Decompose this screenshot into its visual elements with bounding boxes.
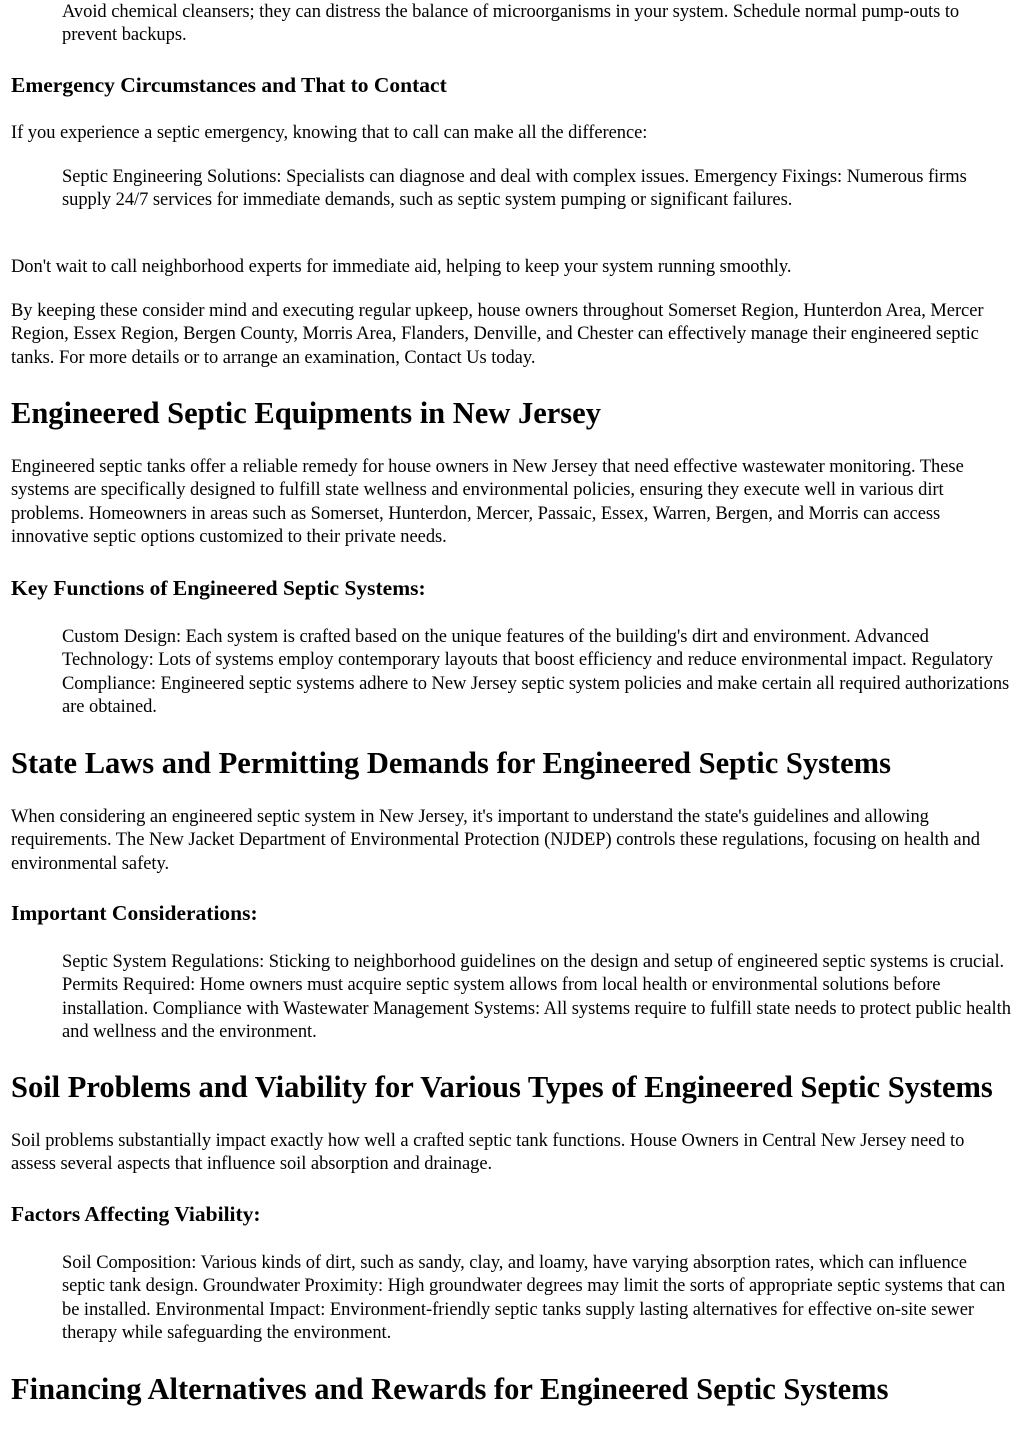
nj-systems-paragraph: Engineered septic tanks offer a reliable remedy for house owners in New Jersey that need effective wastewater monitoring. These systems are specifically designed to fulfill state wellness and environmental policies, ensuring they execute well in various dirt problems. Homeowners in areas such as Somerset, Hunterdon, Mercer, Passaic, Essex, Warren, Bergen, and Morris can access innovative septic options customized to their private needs. [11,457,964,547]
considerations-heading: Important Considerations: [11,901,258,925]
regions-paragraph: By keeping these consider mind and executing regular upkeep, house owners throughout Somerset Region, Hunterdon Area, Mercer Region, Essex Region, Bergen County, Morris Area, Flanders, Denville, and Chester can effectively manage their engineered septic tanks. For more details or to arrange an examination, Contact Us today. [11,301,984,368]
maintenance-tips-quote: Avoid chemical cleansers; they can distress the balance of microorganisms in your system. Schedule normal pump-outs to prevent backups. [62,2,960,46]
factors-heading: Factors Affecting Viability: [11,1202,261,1226]
key-functions-heading: Key Functions of Engineered Septic Systems: [11,576,426,600]
financing-heading: Financing Alternatives and Rewards for Engineered Septic Systems [11,1372,889,1406]
soil-problems-paragraph: Soil problems substantially impact exactly how well a crafted septic tank functions. House Owners in Central New Jersey need to assess several aspects that influence soil absorption and drainage. [11,1131,965,1175]
factors-quote: Soil Composition: Various kinds of dirt, such as sandy, clay, and loamy, have varying absorption rates, which can influence septic tank design. Groundwater Proximity: High groundwater degrees may limit the sorts of appropriate septic systems that can be installed. Environmental Impact: Environment-friendly septic tanks supply lasting alternatives for effective on-site sewer therapy while safeguarding the environment. [62,1253,1006,1343]
emergency-followup-paragraph: Don't wait to call neighborhood experts for immediate aid, helping to keep your system running smoothly. [11,257,792,277]
emergency-heading: Emergency Circumstances and That to Contact [11,73,447,97]
nj-systems-heading: Engineered Septic Equipments in New Jersey [11,396,601,430]
emergency-contacts-quote: Septic Engineering Solutions: Specialists can diagnose and deal with complex issues. Emergency Fixings: Numerous firms supply 24/7 services for immediate demands, such as septic system pumping or significant failures. [62,167,967,211]
soil-problems-heading: Soil Problems and Viability for Various Types of Engineered Septic Systems [11,1070,993,1104]
state-laws-paragraph: When considering an engineered septic system in New Jersey, it's important to understand the state's guidelines and allowing requirements. The New Jacket Department of Environmental Protection (NJDEP) controls these regulations, focusing on health and environmental safety. [11,807,980,874]
key-functions-quote: Custom Design: Each system is crafted based on the unique features of the building's dirt and environment. Advanced Technology: Lots of systems employ contemporary layouts that boost efficiency and reduce environmental impact. Regulatory Compliance: Engineered septic systems adhere to New Jersey septic system policies and make certain all required authorizations are obtained. [62,627,1010,717]
state-laws-heading: State Laws and Permitting Demands for Engineered Septic Systems [11,746,891,780]
considerations-quote: Septic System Regulations: Sticking to neighborhood guidelines on the design and setup of engineered septic systems is crucial. Permits Required: Home owners must acquire septic system allows from local health or environmental solutions before installation. Compliance with Wastewater Management Systems: All systems require to fulfill state needs to protect public health and wellness and the environment. [62,952,1011,1042]
emergency-intro-paragraph: If you experience a septic emergency, knowing that to call can make all the difference: [11,123,648,143]
